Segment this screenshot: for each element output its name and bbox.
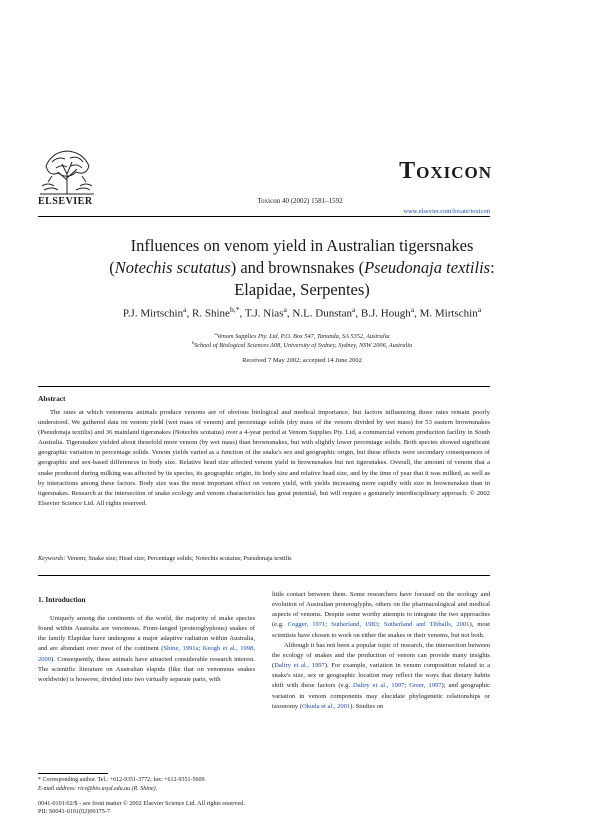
- keywords-text: Venom; Snake size; Head size; Percentage solids; Notechis scutatus; Pseudonaja textilis: [66, 555, 292, 562]
- affiliation-b: [38, 340, 566, 349]
- author-sup: a: [183, 305, 187, 314]
- journal-url-link[interactable]: www.elsevier.com/locate/toxicon: [403, 208, 490, 215]
- copyright-footer: [38, 800, 490, 817]
- footnote: [38, 776, 255, 794]
- body-text: ). Consequently, these animals have attracted considerable research interest. The scientific literature on Australian elapids (like that on venomous snakes worldwide) is however, divided into two virtually separate parts, with: [38, 655, 255, 683]
- article-title: [38, 235, 566, 301]
- author-sup: b,*: [229, 305, 240, 314]
- title-species-2: Pseudonaja textilis: [364, 258, 491, 277]
- abstract-bottom-rule: [38, 575, 490, 576]
- elsevier-tree-logo: [38, 146, 96, 196]
- citation-link[interactable]: Keogh et al., 1998, 2000: [38, 645, 256, 663]
- body-text: Although it has not been a popular topic of research, the intersection between the ecology of snakes and the production of venom can provide many insights (: [272, 641, 490, 670]
- keywords-label: Keywords:: [38, 555, 66, 562]
- journal-title: Toxicon: [399, 158, 492, 184]
- intro-column-1: [38, 614, 255, 685]
- title-line-2: (Notechis scutatus) and brownsnakes (Pseudonaja textilis:: [109, 258, 495, 277]
- email-address: E-mail address: rics@bio.usyd.edu.au (R. Shine).: [38, 785, 158, 792]
- body-text: ). Studies on: [350, 702, 384, 710]
- abstract-top-rule: [38, 386, 490, 387]
- intro-heading: 1. Introduction: [38, 595, 86, 604]
- author: M. Mirtschin: [419, 307, 478, 320]
- body-text: ;: [325, 621, 332, 629]
- journal-citation: Toxicon 40 (2002) 1581–1592: [257, 197, 343, 205]
- title-end: :: [490, 258, 495, 277]
- citation-link[interactable]: Sutherland and Tibballs, 2001: [383, 621, 470, 629]
- author: N.L. Dunstan: [292, 307, 352, 320]
- citation-link[interactable]: Greer, 1997: [409, 682, 442, 690]
- body-text: ;: [378, 621, 384, 629]
- body-text: little contact between them. Some researchers have focused on the ecology and evolution of Australian proteroglyphs, others on the pharmacological and medical aspects of venoms. Despite some worthy attempts to integrate the two approaches (e.g.: [272, 591, 490, 629]
- author: R. Shine: [192, 307, 230, 320]
- keywords: [38, 555, 490, 562]
- intro-paragraph: [272, 641, 490, 712]
- author-sup: a: [283, 305, 287, 314]
- citation-link[interactable]: Cogger, 1971: [287, 621, 326, 629]
- header-rule: [38, 216, 490, 217]
- citation-link[interactable]: Sutherland, 1983: [331, 621, 379, 629]
- title-mid: ) and brownsnakes (: [230, 258, 365, 277]
- received-dates: Received 7 May 2002; accepted 14 June 2002: [242, 357, 362, 364]
- intro-paragraph: [272, 590, 490, 641]
- corresponding-author: * Corresponding author. Tel.: +612-9351-3772; fax: +612-9351-5609.: [38, 777, 207, 783]
- author-list: P.J. Mirtschin$^a$, R. Shine$^{b,*}$, T.J. Nias$^a$, N.L. Dunstan$^a$, B.J. Hough$^a$, M. Mirtschin$^a$: [122, 305, 482, 320]
- author: B.J. Hough: [360, 307, 411, 320]
- publisher-name: ELSEVIER: [38, 196, 93, 207]
- body-text: ). For example, variation in venom composition related to a snake's size, sex or geographic location may reflect the ways that dietary habits shift with these factors (e.g.: [272, 662, 491, 690]
- body-text: ); and geographic variation in venom components may elucidate phylogenetic relationships or taxonomy (: [272, 682, 491, 710]
- author-sup: a: [410, 305, 415, 314]
- abstract-heading: Abstract: [38, 394, 66, 403]
- intro-paragraph: [38, 614, 255, 685]
- affiliation-text: School of Biological Sciences A08, University of Sydney, Sydney, NSW 2006, Australia: [194, 342, 413, 350]
- body-text: ;: [404, 682, 410, 690]
- citation-link[interactable]: Daltry et al., 1997: [352, 682, 405, 690]
- title-line-3: Elapidae, Serpentes): [234, 280, 370, 299]
- pii-line: PII: S0041-0101(02)00175-7: [38, 808, 111, 816]
- author: T.J. Nias: [244, 307, 284, 320]
- author-sup: a: [351, 305, 356, 314]
- body-text: ;: [198, 645, 203, 653]
- footnote-rule: [38, 773, 108, 774]
- body-text: ), most scientists have chosen to work on either the snakes or their venoms, but not both.: [272, 621, 490, 639]
- affiliation-sup: a: [214, 331, 217, 336]
- citation-link[interactable]: Daltry et al., 1997: [274, 662, 325, 670]
- author-sup: a: [477, 305, 482, 314]
- intro-column-2: [272, 590, 490, 712]
- body-text: Uniquely among the continents of the world, the majority of snake species found within Australia are venomous. Front-fanged (proteroglyphous) snakes of the family Elapidae have undergone a major adaptive radiation within Australia, and are abundant over most of the continent (: [38, 615, 255, 653]
- title-line-1: Influences on venom yield in Australian tigersnakes: [130, 236, 474, 255]
- citation-link[interactable]: Shine, 1991a: [163, 645, 199, 653]
- copyright-line: 0041-0101/02/$ - see front matter © 2002 Elsevier Science Ltd. All rights reserved.: [38, 800, 245, 807]
- affiliation-a: [38, 331, 566, 340]
- title-species-1: Notechis scutatus: [114, 258, 231, 277]
- affiliation-text: Venom Supplies Pty. Ltd, P.O. Box 547, Tanunda, SA 5352, Australia: [216, 333, 390, 341]
- citation-link[interactable]: Okuda et al., 2001: [302, 702, 351, 710]
- author: P.J. Mirtschin: [122, 307, 184, 320]
- abstract-text: The rates at which venomous animals produce venoms are of obvious biological and medical importance, but factors influencing those rates remain poorly understood. We gathered data on venom yield (wet mass of venom) and percentage solids (dry mass of the venom divided by wet mass) for 53 eastern brownsnakes (Pseudonaja textilis) and 36 mainland tigersnakes (Notechis scutatus) over a 4-year period at Venom Supplies Pty. Ltd, a commercial venom production facility in South Australia. Tigersnakes yielded about threefold more venom (by wet mass) than brownsnakes, but with slightly lower percentage solids. Both species showed significant geographic variation in percentage solids. Venom yields varied as a function of the snake's sex and geographic origin, but these effects were secondary consequences of geographic and sex-based differences in body size. Relative head size affected venom yield in brownsnakes but not tigersnakes. Overall, the amount of venom that a snake produced during milking was affected by its species, its geographic origin, its body size and relative head size, and by the time of year that it was milked, as well as by interactions among these factors. Body size was the most important effect on venom yield, with yields increasing more rapidly with size in brownsnakes than in tigersnakes. Research at the intersection of snake ecology and venom characteristics has great potential, but will require a genuinely interdisciplinary approach. © 2002 Elsevier Science Ltd. All rights reserved.: [38, 409, 490, 507]
- affiliation-sup: b: [191, 340, 194, 345]
